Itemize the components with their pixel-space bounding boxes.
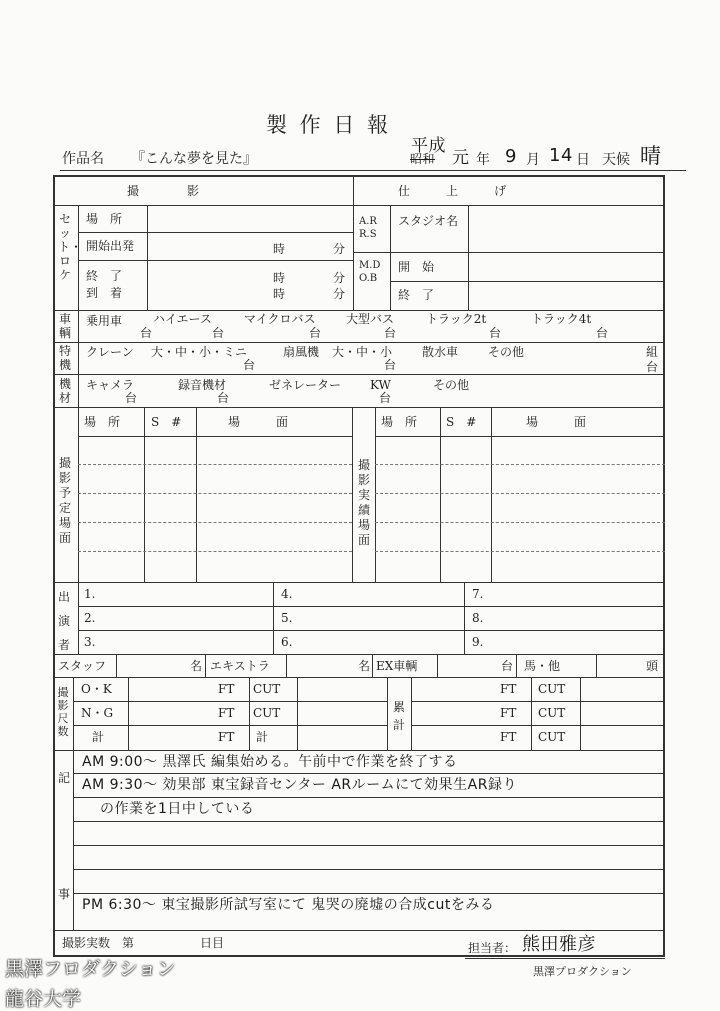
rule xyxy=(297,677,298,750)
rule xyxy=(516,654,517,677)
rule xyxy=(78,232,353,233)
rule xyxy=(73,773,665,774)
rule xyxy=(53,750,665,751)
rule xyxy=(411,677,412,750)
rule xyxy=(53,374,665,375)
rule xyxy=(73,845,665,846)
era-struck: 昭和 xyxy=(410,152,436,166)
ok-label: O・K xyxy=(81,682,112,696)
ft-label: FT xyxy=(218,682,235,696)
rule xyxy=(73,677,74,750)
weather-value: 晴 xyxy=(640,144,662,168)
actual-scenes-label: 撮影実績場面 xyxy=(357,458,370,547)
rule xyxy=(78,407,79,582)
work-name-value: 『こんな夢を見た』 xyxy=(131,151,257,167)
rule xyxy=(411,701,665,702)
machinery-unit: 台 xyxy=(646,360,659,374)
cast-number: 7. xyxy=(472,587,484,601)
rule xyxy=(491,407,492,582)
equipment-unit: 台 xyxy=(379,391,392,405)
tantou-name: 熊田雅彦 xyxy=(522,934,596,955)
footage-label: 撮影尺数 xyxy=(57,686,69,738)
vehicle-unit: 台 xyxy=(384,326,397,340)
ft-label: FT xyxy=(218,706,235,720)
machinery-label: 特機 xyxy=(58,344,71,372)
ji-label: 時 xyxy=(273,271,286,285)
cut-label: CUT xyxy=(253,682,281,696)
vehicle-unit: 台 xyxy=(489,326,502,340)
satsuei-header: 撮 影 xyxy=(127,184,200,198)
rule xyxy=(78,310,79,407)
rule xyxy=(580,677,581,750)
rule xyxy=(128,677,129,750)
fan-sizes: 大・中・小 xyxy=(332,345,393,359)
tantou-underline xyxy=(465,958,665,959)
rule xyxy=(78,522,352,523)
horse-tou: 頭 xyxy=(646,659,659,673)
ft-label: FT xyxy=(218,730,235,744)
equipment-item: その他 xyxy=(433,378,470,392)
kaishi-shuppatsu-label: 開始出発 xyxy=(86,239,135,253)
rule xyxy=(464,582,465,654)
equipment-item: ゼネレーター xyxy=(269,378,342,392)
vehicle-item: トラック4t xyxy=(531,312,592,326)
planned-scenes-label: 撮影予定場面 xyxy=(58,456,71,545)
ng-label: N・G xyxy=(81,706,114,720)
fun-label: 分 xyxy=(333,271,346,285)
col-basho: 場 所 xyxy=(84,415,121,429)
page-title: 製 作 日 報 xyxy=(266,113,392,137)
col-s: S # xyxy=(151,415,182,429)
rule xyxy=(73,701,387,702)
rule xyxy=(53,582,665,583)
ji-label: 時 xyxy=(273,242,286,256)
ft-label: FT xyxy=(500,706,517,720)
rule xyxy=(78,260,353,261)
extra-mei: 名 xyxy=(358,659,371,673)
rule xyxy=(144,407,145,582)
rule xyxy=(375,522,665,523)
shuryo2-label: 終 了 xyxy=(398,288,435,302)
staff-mei: 名 xyxy=(190,659,203,673)
day-suffix: 日 xyxy=(576,152,590,168)
cast-number: 5. xyxy=(281,611,293,625)
rule xyxy=(440,407,441,582)
rule xyxy=(375,407,376,582)
crane-label: クレーン xyxy=(86,345,134,359)
crane-sizes: 大・中・小・ミニ xyxy=(151,345,248,359)
fan-label: 扇風機 xyxy=(283,345,320,359)
day-value: 14 xyxy=(549,145,573,166)
equipment-label: 機材 xyxy=(58,377,71,405)
rule xyxy=(78,606,665,607)
equipment-unit: 台 xyxy=(217,391,230,405)
rule xyxy=(273,582,274,654)
month-value: 9 xyxy=(505,146,517,167)
vehicle-unit: 台 xyxy=(596,326,609,340)
rule xyxy=(73,821,665,822)
water-label: 散水車 xyxy=(422,345,459,359)
cast-label: 出演者 xyxy=(57,590,70,652)
rule xyxy=(53,205,665,206)
equipment-item: キャメラ xyxy=(86,378,135,392)
tantou-label: 担当者： xyxy=(468,941,517,955)
cast-number: 8. xyxy=(472,611,484,625)
tochaku-label: 到 着 xyxy=(86,286,123,300)
studio-name-label: スタジオ名 xyxy=(398,214,459,228)
work-name-label: 作品名 xyxy=(62,151,104,167)
vehicle-item: ハイエース xyxy=(153,312,212,326)
cast-number: 2. xyxy=(84,611,96,625)
header-underline xyxy=(60,170,686,171)
rule xyxy=(78,630,665,631)
ft-label: FT xyxy=(500,730,517,744)
vehicles-label: 車輌 xyxy=(58,312,71,340)
rule xyxy=(390,281,665,282)
rule xyxy=(375,551,665,552)
note-line: AM 9:30〜 効果部 東宝録音センター ARルームにて効果生AR録り xyxy=(82,777,517,793)
cast-number: 9. xyxy=(472,635,484,649)
notes-label-ki: 記 xyxy=(58,771,71,785)
md-ob-label: M.D O.B xyxy=(359,260,381,284)
rule xyxy=(531,677,532,750)
cast-number: 6. xyxy=(281,635,293,649)
kei-label: 計 xyxy=(256,730,269,744)
col-bamen: 場 面 xyxy=(526,415,587,429)
kei-label: 計 xyxy=(92,730,105,744)
rule xyxy=(372,654,373,677)
rule xyxy=(387,677,388,750)
notes-label-ji: 事 xyxy=(58,887,71,901)
rule xyxy=(437,654,438,677)
era-value: 平成 xyxy=(411,136,446,156)
col-bamen: 場 面 xyxy=(228,415,289,429)
rule xyxy=(53,654,665,655)
rule xyxy=(78,551,352,552)
rule xyxy=(116,654,117,677)
ji-label: 時 xyxy=(273,287,286,301)
company-name: 黒澤プロダクション xyxy=(533,965,632,978)
equipment-unit: 台 xyxy=(125,391,138,405)
watermark-line2: 龍谷大学 xyxy=(5,988,82,1010)
rule xyxy=(411,725,665,726)
set-loke-label: セット・ロケ xyxy=(58,212,83,282)
horse-label: 馬・他 xyxy=(524,659,561,673)
month-suffix: 月 xyxy=(526,152,540,168)
note-line: の作業を1日中している xyxy=(100,801,255,817)
extra-label: エキストラ xyxy=(210,659,270,673)
staff-label: スタッフ xyxy=(58,659,107,673)
rule xyxy=(205,654,206,677)
rule xyxy=(596,654,597,677)
rule xyxy=(352,407,353,582)
rule xyxy=(78,205,79,310)
vehicle-item: 乗用車 xyxy=(86,314,123,328)
vehicle-item: トラック2t xyxy=(426,312,487,326)
year-suffix: 年 xyxy=(476,152,490,168)
machinery-unit: 台 xyxy=(243,358,256,372)
rule xyxy=(468,205,469,310)
col-s: S # xyxy=(446,415,477,429)
rule xyxy=(375,464,665,465)
rule xyxy=(375,493,665,494)
shiage-header: 仕 上 げ xyxy=(398,184,507,198)
basho-label: 場 所 xyxy=(86,212,123,226)
rule xyxy=(286,654,287,677)
rule xyxy=(78,493,352,494)
machinery-other: その他 xyxy=(488,345,525,359)
rule xyxy=(53,677,665,678)
vehicle-unit: 台 xyxy=(309,326,322,340)
rule xyxy=(353,252,665,253)
cut-label: CUT xyxy=(538,730,566,744)
vehicle-unit: 台 xyxy=(212,326,225,340)
cast-number: 4. xyxy=(281,587,293,601)
rule xyxy=(53,342,665,343)
fun-label: 分 xyxy=(333,242,346,256)
jissu-label: 撮影実数 第 xyxy=(62,936,135,950)
rule xyxy=(73,725,387,726)
equipment-item: 録音機材 xyxy=(178,378,227,392)
cast-number: 1. xyxy=(84,587,96,601)
cast-number: 3. xyxy=(84,635,96,649)
note-line: AM 9:00〜 黒澤氏 編集始める。午前中で作業を終了する xyxy=(82,754,458,770)
machinery-unit: 台 xyxy=(384,358,397,372)
col-basho: 場 所 xyxy=(381,415,418,429)
rule xyxy=(390,205,391,310)
cut-label: CUT xyxy=(253,706,281,720)
weather-label: 天候 xyxy=(602,152,630,168)
vehicle-item: マイクロバス xyxy=(244,312,316,326)
rule xyxy=(73,797,665,798)
divider-satsuei-shiage xyxy=(353,175,354,310)
fun-label: 分 xyxy=(333,287,346,301)
note-line: PM 6:30〜 東宝撮影所試写室にて 鬼哭の廃墟の合成cutをみる xyxy=(82,897,495,913)
ruikei-label: 累計 xyxy=(392,700,405,732)
ar-rs-label: A.R R.S xyxy=(359,216,377,240)
rule xyxy=(375,436,665,437)
rule xyxy=(73,869,665,870)
rule xyxy=(53,310,665,311)
rule xyxy=(249,677,250,750)
year-value: 元 xyxy=(452,148,470,168)
rule xyxy=(73,750,74,930)
ft-label: FT xyxy=(500,682,517,696)
kaishi-label: 開 始 xyxy=(398,260,435,274)
vehicle-item: 大型バス xyxy=(346,312,395,326)
rule xyxy=(147,205,148,310)
rule xyxy=(78,464,352,465)
watermark-line1: 黒澤フロダクション xyxy=(5,958,176,980)
nichime-label: 日目 xyxy=(200,936,225,950)
vehicle-unit: 台 xyxy=(140,326,153,340)
kumi-label: 組 xyxy=(646,345,659,359)
rule xyxy=(53,930,665,931)
rule xyxy=(78,582,79,654)
rule xyxy=(73,893,665,894)
cut-label: CUT xyxy=(538,682,566,696)
shuryo-label: 終 了 xyxy=(86,269,123,283)
cut-label: CUT xyxy=(538,706,566,720)
equipment-item: KW xyxy=(370,378,391,392)
rule xyxy=(196,407,197,582)
car-dai: 台 xyxy=(501,659,514,673)
ex-car-label: EX車輌 xyxy=(376,659,418,673)
rule xyxy=(78,436,352,437)
